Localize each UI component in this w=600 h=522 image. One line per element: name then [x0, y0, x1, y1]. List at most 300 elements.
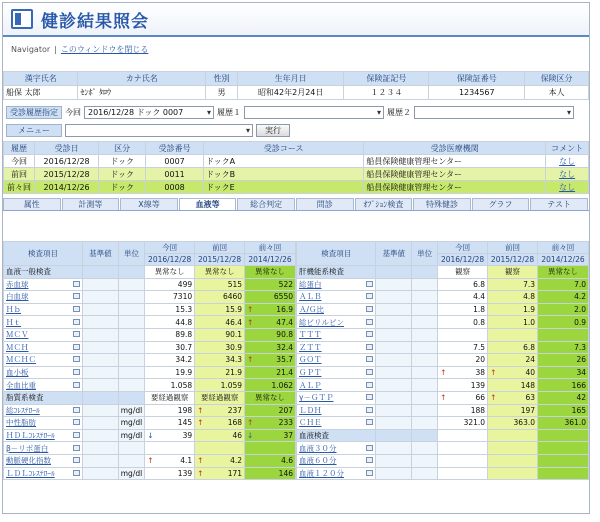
reference-value [376, 341, 412, 354]
visit-cell: 0007 [146, 155, 204, 168]
graph-icon[interactable] [73, 319, 80, 325]
result-row [297, 442, 589, 455]
unit-cell [412, 442, 438, 455]
result-row [4, 417, 296, 430]
patient-table [3, 71, 589, 100]
visit-comment-link[interactable]: なし [546, 155, 589, 168]
test-item-name[interactable] [4, 417, 83, 430]
patient-header: カナ氏名 [78, 72, 206, 86]
flag-arrow: ↑ [247, 317, 254, 327]
grid-header-date: 2014/12/26 [538, 254, 589, 266]
result-window [2, 2, 590, 514]
test-item-label[interactable]: ＡＬＰ [299, 380, 322, 390]
result-p2 [245, 341, 296, 354]
patient-header: 生年月日 [237, 72, 343, 86]
test-item-label[interactable]: β－リポ蛋白 [6, 443, 49, 453]
tab-8[interactable]: グラフ [472, 198, 530, 210]
unit-cell [118, 366, 144, 379]
result-value: 39 [182, 431, 193, 441]
test-item-name[interactable] [4, 467, 83, 480]
patient-header: 漢字氏名 [4, 72, 78, 86]
result-cur [438, 454, 488, 467]
test-item-label[interactable]: 総ビリルビン [299, 317, 344, 327]
result-value: 44.8 [175, 317, 193, 327]
tab-4[interactable]: 総合判定 [237, 198, 295, 210]
graph-icon[interactable] [73, 407, 80, 413]
result-p2 [538, 266, 589, 279]
visit-cell: 2015/12/28 [35, 168, 99, 181]
test-item-name[interactable] [297, 467, 376, 480]
visit-cell: 2014/12/26 [35, 181, 99, 194]
result-value: 37 [283, 431, 293, 441]
unit-cell [118, 341, 144, 354]
grid-header-date: 2015/12/28 [488, 254, 538, 266]
section-row [297, 429, 589, 442]
result-cur [438, 429, 488, 442]
result-value: 7.5 [473, 342, 486, 352]
test-item-name[interactable] [297, 354, 376, 367]
result-p1 [488, 366, 538, 379]
result-value: 34 [576, 368, 586, 378]
result-p1 [195, 291, 245, 304]
results-left [3, 241, 296, 511]
reference-value [83, 316, 119, 329]
result-p1 [488, 442, 538, 455]
flag-arrow: ↑ [197, 468, 204, 478]
test-item-label[interactable]: ＬＤＨ [299, 405, 322, 415]
result-p1 [195, 467, 245, 480]
result-value: 0.9 [574, 317, 586, 327]
test-item-name[interactable] [297, 417, 376, 430]
result-cur [438, 328, 488, 341]
result-value: 1.9 [523, 305, 536, 315]
result-value: 30.7 [175, 342, 193, 352]
result-cur [438, 404, 488, 417]
result-row [297, 379, 589, 392]
unit-cell: mg/dl [118, 404, 144, 417]
history1-select[interactable] [244, 106, 384, 119]
result-row [297, 341, 589, 354]
test-item-label[interactable]: 全血比重 [6, 380, 36, 390]
tab-9[interactable]: テスト [530, 198, 588, 210]
graph-icon[interactable] [73, 344, 80, 350]
graph-icon[interactable] [366, 293, 373, 299]
test-item-name[interactable] [297, 278, 376, 291]
result-row [297, 316, 589, 329]
test-item-name[interactable] [4, 354, 83, 367]
test-item-label[interactable]: ＨＤＬｺﾚｽﾃﾛｰﾙ [6, 431, 55, 441]
result-row [4, 379, 296, 392]
grid-header-ref: 基準値 [376, 242, 412, 266]
result-p2 [245, 379, 296, 392]
close-window-link[interactable]: このウィンドウを閉じる [60, 44, 149, 54]
result-value: 0.8 [473, 317, 486, 327]
result-value: 38 [475, 368, 486, 378]
graph-icon[interactable] [73, 382, 80, 388]
test-item-name [4, 266, 83, 279]
result-p1 [488, 278, 538, 291]
graph-icon[interactable] [366, 470, 373, 476]
test-item-label[interactable]: ＧＰＴ [299, 368, 322, 378]
test-item-label[interactable]: 赤血球 [6, 279, 29, 289]
unit-cell [412, 454, 438, 467]
graph-icon[interactable] [366, 445, 373, 451]
result-row [4, 442, 296, 455]
result-p1 [195, 303, 245, 316]
test-item-name[interactable] [297, 442, 376, 455]
result-value: 7.3 [523, 279, 536, 289]
visit-cell: 前々回 [4, 181, 35, 194]
graph-icon[interactable] [73, 457, 80, 463]
test-item-label[interactable]: ＣＨＥ [299, 418, 322, 428]
graph-icon[interactable] [73, 281, 80, 287]
visit-comment-link[interactable]: なし [546, 181, 589, 194]
test-item-name[interactable] [297, 291, 376, 304]
test-item-name[interactable] [4, 454, 83, 467]
result-p2 [538, 303, 589, 316]
tab-6[interactable]: ｵﾌﾟｼｮﾝ検査 [355, 198, 413, 210]
unit-cell [412, 379, 438, 392]
graph-icon[interactable] [73, 432, 80, 438]
graph-icon[interactable] [366, 394, 373, 400]
result-p2 [245, 366, 296, 379]
section-row [4, 266, 296, 279]
test-item-label[interactable]: ＺＴＴ [299, 342, 322, 352]
unit-cell [412, 266, 438, 279]
test-item-label[interactable]: 動脈硬化指数 [6, 456, 51, 466]
visit-row[interactable] [4, 181, 589, 194]
test-item-name[interactable] [297, 316, 376, 329]
reference-value [376, 391, 412, 404]
run-button[interactable]: 実行 [256, 124, 290, 137]
result-cur [438, 291, 488, 304]
unit-cell [118, 391, 144, 404]
result-value: 34.2 [175, 355, 193, 365]
result-row [4, 341, 296, 354]
menu-label: メニュー [6, 124, 62, 137]
result-value: 188 [470, 405, 486, 415]
test-item-label[interactable]: 総蛋白 [299, 279, 322, 289]
result-cur [145, 354, 195, 367]
grid-header-row [297, 242, 589, 254]
reference-value [376, 379, 412, 392]
test-item-label[interactable]: 血液１２０分 [299, 468, 344, 478]
tab-2[interactable]: X線等 [120, 198, 178, 210]
flag-arrow: ↑ [197, 418, 204, 428]
result-row [4, 354, 296, 367]
result-p1 [195, 328, 245, 341]
test-item-label[interactable]: ＴＴＴ [299, 330, 322, 340]
result-p1 [488, 467, 538, 480]
result-p1 [488, 328, 538, 341]
patient-value: １２３４ [344, 86, 429, 100]
reference-value [83, 354, 119, 367]
test-item-name[interactable] [297, 341, 376, 354]
unit-cell [412, 316, 438, 329]
test-item-name[interactable] [4, 341, 83, 354]
result-p1 [195, 266, 245, 279]
tab-7[interactable]: 特殊健診 [413, 198, 471, 210]
unit-cell [118, 291, 144, 304]
result-p2 [245, 454, 296, 467]
unit-cell [412, 291, 438, 304]
visit-cell: ドックE [203, 181, 363, 194]
result-p1 [488, 379, 538, 392]
test-item-label[interactable]: ＭＣＨＣ [6, 355, 36, 365]
test-item-label[interactable]: Ｈｂ [6, 305, 21, 315]
test-item-label: 血液一般検査 [6, 267, 51, 277]
title-bar [3, 3, 589, 37]
graph-icon[interactable] [366, 457, 373, 463]
result-value: 30.9 [225, 342, 243, 352]
test-item-name[interactable] [4, 316, 83, 329]
test-item-label[interactable]: 血小板 [6, 368, 29, 378]
result-p2 [538, 354, 589, 367]
unit-cell [412, 354, 438, 367]
reference-value [376, 266, 412, 279]
test-item-name[interactable] [297, 328, 376, 341]
graph-icon[interactable] [73, 369, 80, 375]
test-item-name[interactable] [297, 391, 376, 404]
result-value: 異常なし [255, 393, 286, 403]
visit-header: 区分 [99, 142, 146, 155]
test-item-label[interactable]: ＧＯＴ [299, 355, 322, 365]
test-item-name[interactable] [297, 454, 376, 467]
result-value: 20 [475, 355, 486, 365]
test-item-name[interactable] [4, 366, 83, 379]
result-value: 観察 [455, 267, 471, 277]
test-item-name[interactable] [4, 303, 83, 316]
patient-header: 保険証番号 [429, 72, 525, 86]
result-cur [438, 303, 488, 316]
tab-0[interactable]: 属性 [3, 198, 61, 210]
graph-icon[interactable] [73, 356, 80, 362]
result-row [297, 354, 589, 367]
graph-icon[interactable] [366, 407, 373, 413]
graph-icon[interactable] [366, 281, 373, 287]
graph-icon[interactable] [366, 331, 373, 337]
result-row [297, 328, 589, 341]
result-value: 6550 [273, 292, 293, 302]
result-value: 1.0 [523, 317, 536, 327]
result-value: 1.058 [170, 380, 193, 390]
result-value: 4.1 [180, 456, 193, 466]
navigator-label: Navigator [11, 44, 51, 54]
visit-cell: 前回 [4, 168, 35, 181]
result-value: 6460 [222, 292, 243, 302]
visit-comment-link[interactable]: なし [546, 168, 589, 181]
result-p1 [195, 316, 245, 329]
test-item-label[interactable]: 白血球 [6, 292, 29, 302]
result-p1 [195, 379, 245, 392]
result-p2 [245, 391, 296, 404]
test-item-name[interactable] [297, 404, 376, 417]
patient-value: 昭和42年2月24日 [237, 86, 343, 100]
flag-arrow: ↑ [247, 418, 254, 428]
current-label: 今回 [65, 107, 81, 117]
result-p1 [195, 454, 245, 467]
result-row [4, 429, 296, 442]
test-item-name[interactable] [4, 379, 83, 392]
result-value: 異常なし [255, 267, 286, 277]
result-value: 166 [571, 380, 586, 390]
test-item-label: 血液検査 [299, 431, 329, 441]
result-cur [145, 328, 195, 341]
result-cur [438, 379, 488, 392]
result-value: 6.8 [523, 342, 536, 352]
test-item-label[interactable]: 血液３０分 [299, 443, 337, 453]
result-p2 [538, 366, 589, 379]
result-p2 [538, 442, 589, 455]
unit-cell [412, 429, 438, 442]
section-row [297, 266, 589, 279]
menu-select[interactable] [65, 124, 253, 137]
reference-value [376, 404, 412, 417]
history2-select[interactable] [414, 106, 574, 119]
result-value: 522 [278, 279, 293, 289]
patient-header: 保険区分 [525, 72, 589, 86]
test-item-name[interactable] [4, 442, 83, 455]
test-item-label[interactable]: ＭＣＨ [6, 342, 29, 352]
result-cur [438, 391, 488, 404]
result-p1 [488, 391, 538, 404]
result-value: 34.3 [225, 355, 243, 365]
result-cur [145, 266, 195, 279]
unit-cell: mg/dl [118, 429, 144, 442]
unit-cell [118, 354, 144, 367]
app-title: 健診結果照会 [41, 11, 149, 32]
result-row [4, 303, 296, 316]
test-item-label: 脂質系検査 [6, 393, 44, 403]
graph-icon[interactable] [73, 306, 80, 312]
visit-cell: ドック [99, 181, 146, 194]
test-item-name[interactable] [4, 291, 83, 304]
graph-icon[interactable] [366, 356, 373, 362]
reference-value [376, 366, 412, 379]
reference-value [83, 391, 119, 404]
history-select-label: 受診履歴指定 [6, 106, 62, 119]
grid-header-ref: 基準値 [83, 242, 119, 266]
test-item-label[interactable]: ＡＬＢ [299, 292, 322, 302]
graph-icon[interactable] [366, 369, 373, 375]
result-cur [145, 316, 195, 329]
result-value: 19.9 [175, 368, 193, 378]
graph-icon[interactable] [73, 445, 80, 451]
result-value: 4.4 [473, 292, 486, 302]
test-item-label[interactable]: 総ｺﾚｽﾃﾛｰﾙ [6, 405, 40, 415]
test-item-name[interactable] [297, 303, 376, 316]
visit-row[interactable] [4, 168, 589, 181]
flag-arrow: ↑ [247, 305, 254, 315]
visit-row[interactable] [4, 155, 589, 168]
test-item-name[interactable] [297, 366, 376, 379]
navigator-bar [3, 37, 589, 61]
tab-5[interactable]: 問診 [296, 198, 354, 210]
graph-icon[interactable] [366, 419, 373, 425]
result-value: 207 [278, 405, 293, 415]
flag-arrow: ↓ [147, 431, 154, 441]
test-item-label[interactable]: ＬＤＬｺﾚｽﾃﾛｰﾙ [6, 468, 55, 478]
reference-value [376, 291, 412, 304]
test-item-name[interactable] [4, 404, 83, 417]
visit-cell: ドックA [203, 155, 363, 168]
patient-header: 保険証記号 [344, 72, 429, 86]
reference-value [83, 467, 119, 480]
grid-header-unit: 単位 [118, 242, 144, 266]
visit-cell: 0008 [146, 181, 204, 194]
visit-cell: ドック [99, 155, 146, 168]
result-value: 90.1 [225, 330, 243, 340]
unit-cell [412, 328, 438, 341]
result-p1 [488, 303, 538, 316]
reference-value [83, 278, 119, 291]
graph-icon[interactable] [366, 319, 373, 325]
unit-cell [412, 391, 438, 404]
tab-3[interactable]: 血液等 [179, 198, 237, 210]
unit-cell [412, 366, 438, 379]
menu-controls [3, 122, 589, 138]
result-cur [145, 467, 195, 480]
visit-history-table [3, 141, 589, 194]
graph-icon[interactable] [366, 344, 373, 350]
graph-icon[interactable] [73, 419, 80, 425]
result-cur [145, 366, 195, 379]
grid-header-unit: 単位 [412, 242, 438, 266]
results-grid [3, 241, 589, 511]
reference-value [376, 316, 412, 329]
result-p2 [245, 354, 296, 367]
result-row [4, 278, 296, 291]
test-item-label[interactable]: ＭＣＶ [6, 330, 29, 340]
graph-icon[interactable] [73, 293, 80, 299]
current-visit-select[interactable]: 2016/12/28 ドック 0007 ▾ [84, 106, 214, 119]
unit-cell [118, 303, 144, 316]
test-item-name[interactable] [4, 278, 83, 291]
visit-header: 受診医療機関 [364, 142, 546, 155]
result-value: 198 [177, 405, 193, 415]
section-row [4, 391, 296, 404]
tab-1[interactable]: 計測等 [62, 198, 120, 210]
result-cur [145, 341, 195, 354]
unit-cell: mg/dl [118, 417, 144, 430]
test-item-label[interactable]: γ－ＧＴＰ [299, 393, 334, 403]
history2-label: 履歴２ [387, 107, 411, 117]
graph-icon[interactable] [73, 470, 80, 476]
grid-header-cur: 今回 [145, 242, 195, 254]
test-item-name[interactable] [4, 429, 83, 442]
result-cur [145, 417, 195, 430]
result-p1 [488, 291, 538, 304]
result-cur [438, 442, 488, 455]
reference-value [376, 467, 412, 480]
reference-value [83, 291, 119, 304]
test-item-name[interactable] [297, 379, 376, 392]
test-item-label[interactable]: 血液６０分 [299, 456, 337, 466]
test-item-label[interactable]: Ｈｔ [6, 317, 21, 327]
unit-cell [412, 417, 438, 430]
result-p2 [538, 417, 589, 430]
result-value: 16.9 [276, 305, 293, 315]
test-item-label[interactable]: 中性脂肪 [6, 418, 36, 428]
result-value: 171 [227, 468, 243, 478]
test-item-label[interactable]: Ａ/Ｇ比 [299, 305, 325, 315]
unit-cell [412, 341, 438, 354]
graph-icon[interactable] [366, 382, 373, 388]
graph-icon[interactable] [73, 331, 80, 337]
test-item-name[interactable] [4, 328, 83, 341]
result-p2 [245, 417, 296, 430]
graph-icon[interactable] [366, 306, 373, 312]
